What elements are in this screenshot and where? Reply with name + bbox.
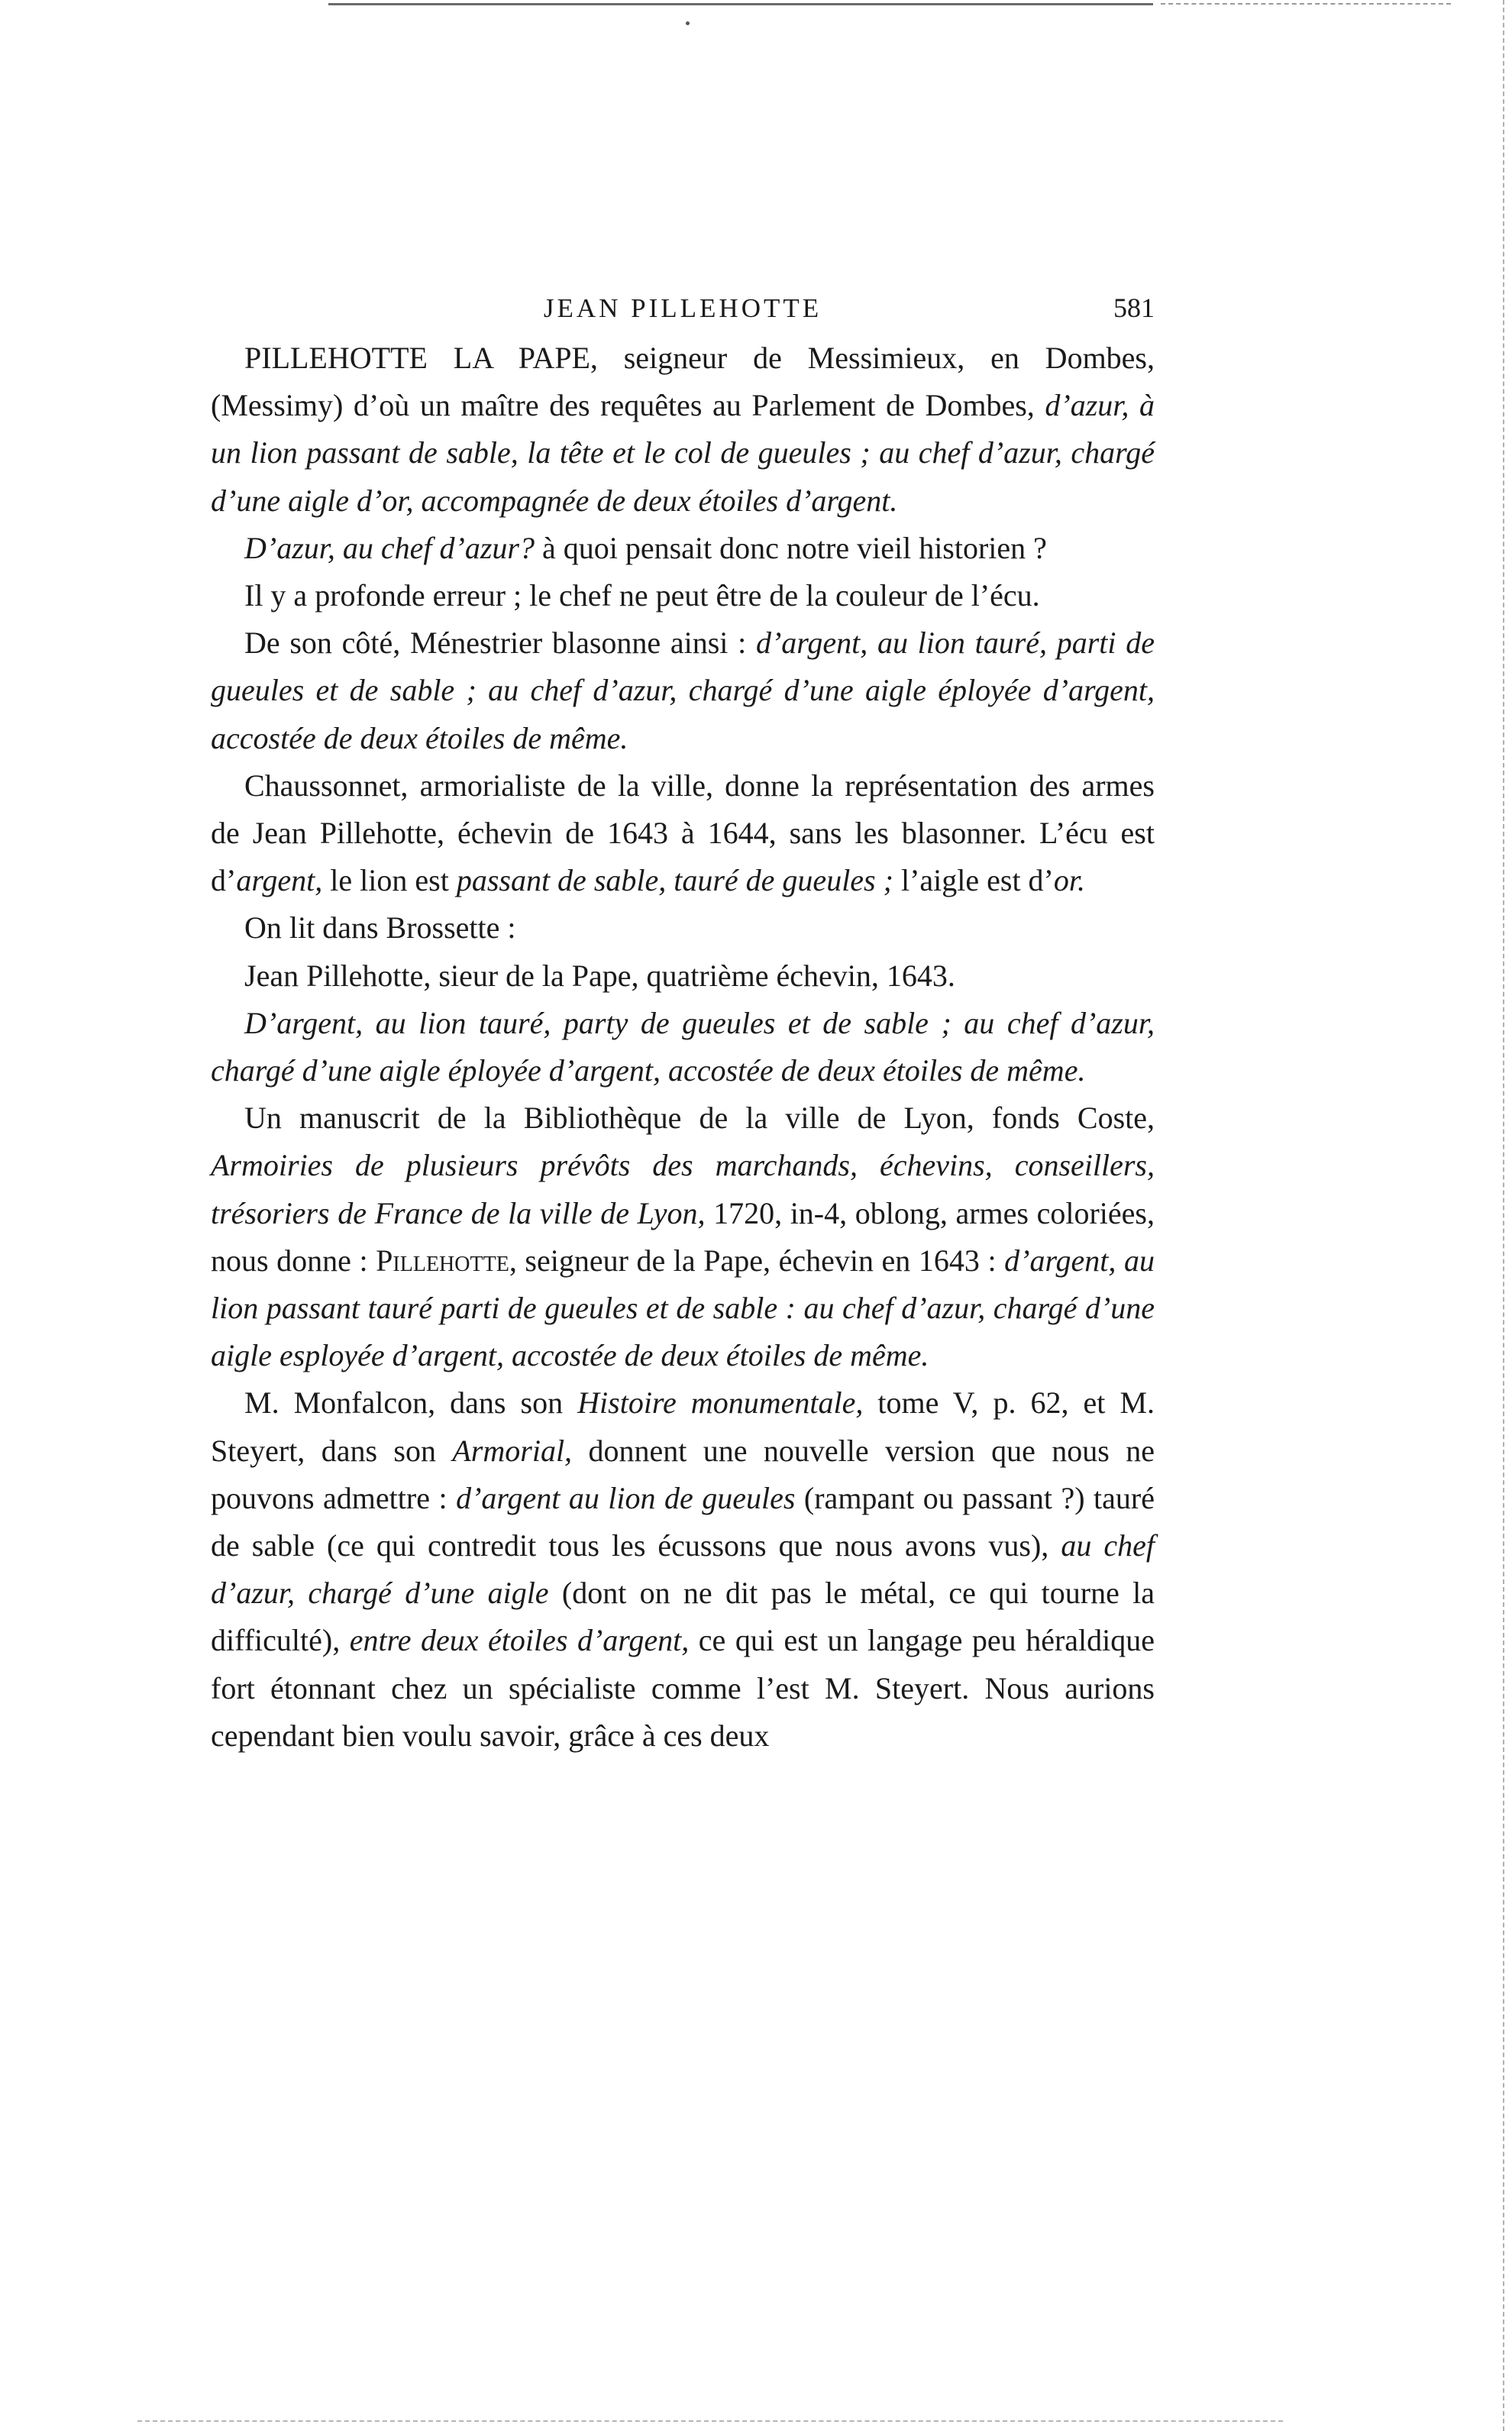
page-number: 581 [1113, 293, 1155, 323]
italic-run: D’azur, au chef d’azur? [244, 530, 535, 565]
italic-run: argent, [236, 863, 323, 898]
paragraph [211, 1094, 1155, 1379]
paragraph [211, 525, 1155, 572]
paragraph [211, 1379, 1155, 1760]
text-run: Il y a profonde erreur ; le chef ne peut être de la couleur de l’écu. [244, 578, 1040, 613]
text-run: , seigneur de la Pape, échevin en 1643 : [509, 1243, 1005, 1278]
italic-run: passant de sable, tauré de gueules ; [456, 863, 893, 898]
italic-run: d’argent, au lion passant tauré parti de gueules et de sable : au chef d’azur, chargé d’une aigle esployée d’argent, accostée de deux étoiles de même. [211, 1243, 1155, 1373]
italic-run: Armoiries de plusieurs prévôts des marchands, échevins, conseillers, trésoriers de France de la ville de Lyon, [211, 1148, 1155, 1230]
paragraph [211, 952, 1155, 1000]
text-run: PILLEHOTTE LA PAPE, seigneur de Messimieux, en Dombes, (Messimy) d’où un maître des requêtes au Parlement de Dombes, [211, 341, 1155, 423]
italic-run: Histoire monumentale, [577, 1385, 864, 1421]
scan-edge-right [1503, 0, 1504, 2431]
paragraph [211, 1000, 1155, 1094]
running-head [211, 289, 1155, 335]
text-run: donnent une nouvelle version que nous ne pouvons admettre : [211, 1433, 1155, 1515]
italic-run: d’azur, à un lion passant de sable, la tête et le col de gueules ; au chef d’azur, chargé d’une aigle d’or, accompagnée de deux étoiles d’argent. [211, 388, 1155, 518]
book-page [211, 289, 1155, 1760]
text-run: ce qui est un langage peu héraldique fort étonnant chez un spécialiste comme l’est M. Steyert. Nous aurions cependant bien voulu savoir, grâce à ces deux [211, 1623, 1155, 1753]
paragraph [211, 762, 1155, 905]
paragraph [211, 572, 1155, 619]
italic-run: Armorial, [452, 1433, 573, 1468]
small-caps-run: Pillehotte [376, 1243, 509, 1278]
scan-edge-top-dashed [1161, 3, 1451, 5]
text-run: Chaussonnet, armorialiste de la ville, donne la représentation des armes de Jean Pillehotte, échevin de 1643 à 1644, sans les blasonner. L’écu est d’ [211, 768, 1155, 898]
text-run: tome V, p. 62, et M. Steyert, dans son [211, 1385, 1155, 1468]
text-run: le lion est [322, 863, 457, 898]
text-run: à quoi pensait donc notre vieil historien ? [534, 530, 1047, 565]
text-run: 1720, in-4, oblong, armes coloriées, nous donne : [211, 1195, 1155, 1278]
text-run: De son côté, Ménestrier blasonne ainsi : [244, 626, 756, 661]
running-title: JEAN PILLEHOTTE [543, 293, 822, 323]
scan-speck [686, 21, 690, 25]
text-run: l’aigle est d’ [893, 863, 1054, 898]
text-run: (dont on ne dit pas le métal, ce qui tourne la difficulté), [211, 1576, 1155, 1658]
italic-run: or. [1053, 863, 1086, 898]
text-run: Un manuscrit de la Bibliothèque de la ville de Lyon, fonds Coste, [244, 1101, 1155, 1136]
italic-run: d’argent, au lion tauré, parti de gueules et de sable ; au chef d’azur, chargé d’une aigle éployée d’argent, accostée de deux étoiles de même. [211, 626, 1155, 755]
body-text [211, 335, 1155, 1760]
text-run: Jean Pillehotte, sieur de la Pape, quatrième échevin, 1643. [244, 958, 955, 993]
italic-run: entre deux étoiles d’argent, [349, 1623, 690, 1658]
italic-run: d’argent au lion de gueules [456, 1480, 796, 1515]
scan-edge-bottom [137, 2420, 1283, 2422]
text-run: M. Monfalcon, dans son [244, 1385, 578, 1421]
paragraph [211, 904, 1155, 952]
paragraph [211, 335, 1155, 525]
paragraph [211, 619, 1155, 762]
italic-run: au chef d’azur, chargé d’une aigle [211, 1528, 1155, 1611]
text-run: On lit dans Brossette : [244, 910, 516, 946]
text-run: (rampant ou passant ?) tauré de sable (ce qui contredit tous les écussons que nous avons vus), [211, 1480, 1155, 1563]
italic-run: D’argent, au lion tauré, party de gueules et de sable ; au chef d’azur, chargé d’une aigle éployée d’argent, accostée de deux étoiles de même. [211, 1005, 1155, 1088]
scan-edge-top [328, 3, 1153, 5]
